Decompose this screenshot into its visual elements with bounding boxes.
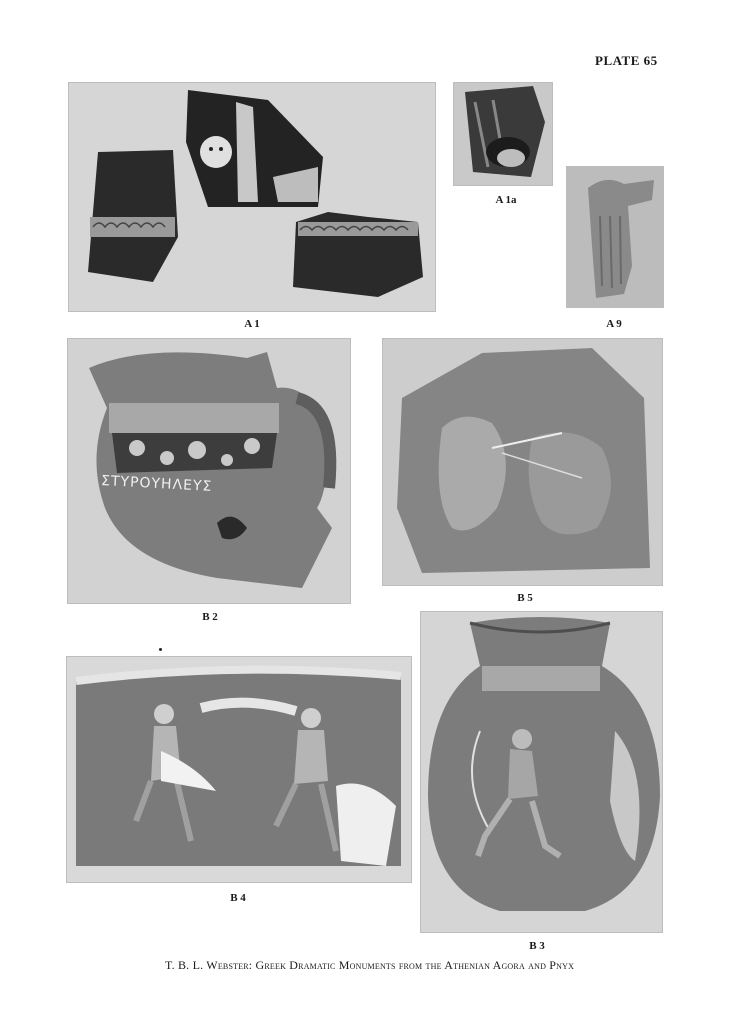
sherd-b5-image	[382, 338, 663, 586]
caption-a1: A 1	[244, 318, 260, 330]
photo-a1a	[453, 82, 553, 186]
sherds-a1-image	[68, 82, 436, 312]
photo-a1	[68, 82, 436, 312]
photo-b4	[66, 656, 412, 883]
photo-b5	[382, 338, 663, 586]
figurine-a9-image	[566, 166, 664, 308]
photo-a9	[566, 166, 664, 308]
sherd-a1a-image	[453, 82, 553, 186]
frieze-b4-image	[66, 656, 412, 883]
photo-b2	[67, 338, 351, 604]
b2-inscription: ΣΤΥΡΟΥΗΛΕΥΣ	[100, 473, 213, 495]
footer-citation: T. B. L. Webster: Greek Dramatic Monuments from the Athenian Agora and Pnyx	[164, 958, 575, 972]
caption-b2: B 2	[202, 611, 218, 623]
caption-a9: A 9	[606, 318, 622, 330]
photo-b3	[420, 611, 663, 933]
caption-b4: B 4	[230, 892, 246, 904]
caption-b3: B 3	[529, 940, 545, 952]
pot-b3-image	[420, 611, 663, 933]
caption-a1a: A 1a	[495, 194, 517, 206]
plate-number: PLATE 65	[595, 53, 658, 68]
oinochoe-b2-image	[67, 338, 351, 604]
caption-b5: B 5	[517, 592, 533, 604]
stray-mark	[159, 648, 162, 651]
